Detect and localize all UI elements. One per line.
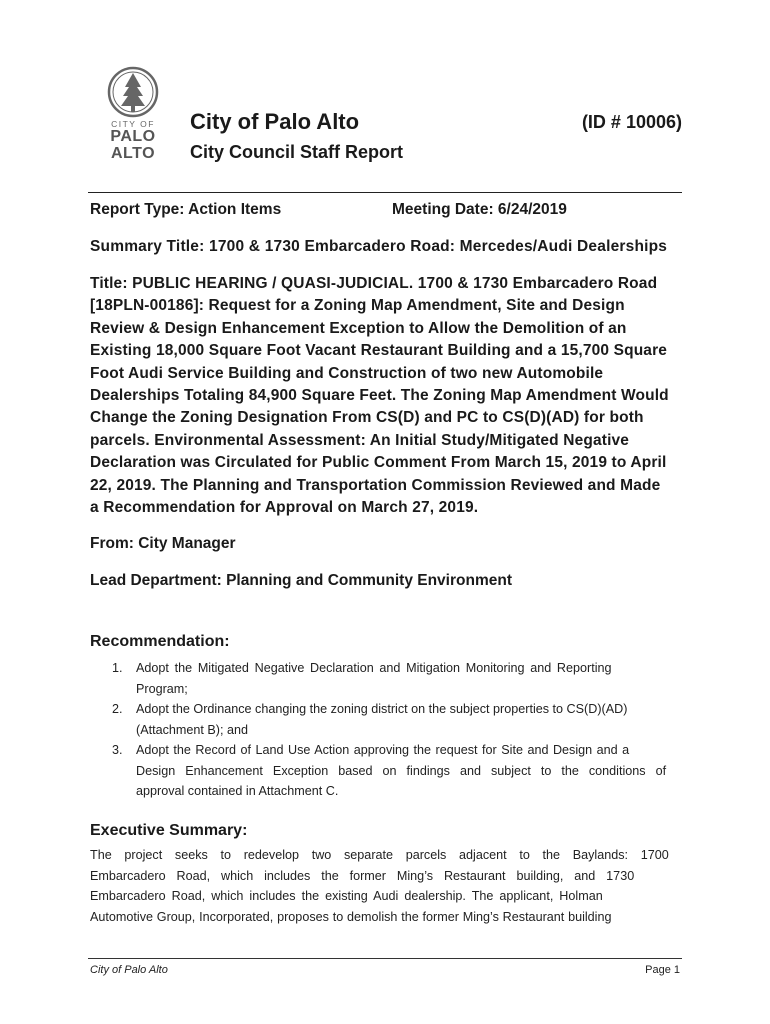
lead-department: Lead Department: Planning and Community Environment bbox=[90, 572, 512, 589]
header-divider bbox=[88, 192, 682, 193]
from-line: From: City Manager bbox=[90, 535, 236, 552]
recommendation-list bbox=[90, 658, 680, 802]
list-line: Design Enhancement Exception based on findings and subject to the conditions of bbox=[136, 763, 667, 778]
title-line: Dealerships Totaling 84,900 Square Feet. The Zoning Map Amendment Would bbox=[90, 387, 669, 405]
city-logo bbox=[104, 66, 164, 162]
title-line: Change the Zoning Designation From CS(D) and PC to CS(D)(AD) for both bbox=[90, 409, 644, 427]
list-line: Adopt the Ordinance changing the zoning district on the subject properties to CS(D)(AD) bbox=[136, 702, 628, 716]
page-number: Page 1 bbox=[645, 964, 680, 976]
footer-org: City of Palo Alto bbox=[90, 964, 168, 976]
paragraph-line: Automotive Group, Incorporated, proposes to demolish the former Ming’s Restaurant building bbox=[90, 910, 612, 925]
list-number: 1. bbox=[112, 661, 123, 675]
title-line: Foot Audi Service Building and Construction of two new Automobile bbox=[90, 364, 604, 382]
paragraph-line: Embarcadero Road, which includes the former Ming’s Restaurant building, and 1730 bbox=[90, 868, 635, 883]
logo-line-3: ALTO bbox=[110, 145, 156, 162]
list-line: Adopt the Mitigated Negative Declaration and Mitigation Monitoring and Reporting bbox=[136, 661, 612, 675]
list-number: 3. bbox=[112, 743, 123, 757]
executive-summary-heading: Executive Summary: bbox=[90, 822, 248, 839]
list-line: (Attachment B); and bbox=[136, 722, 248, 737]
title-line: Declaration was Circulated for Public Comment From March 15, 2019 to April bbox=[90, 454, 667, 472]
report-id: (ID # 10006) bbox=[581, 112, 682, 132]
footer-divider bbox=[88, 958, 682, 959]
page-subtitle: City Council Staff Report bbox=[190, 142, 404, 162]
report-title bbox=[90, 273, 690, 519]
list-line: Program; bbox=[136, 681, 188, 696]
paragraph-line: The project seeks to redevelop two separate parcels adjacent to the Baylands: 1700 bbox=[90, 848, 669, 862]
title-line: 22, 2019. The Planning and Transportation Commission Reviewed and Made bbox=[90, 476, 661, 494]
logo-line-1: CITY OF bbox=[111, 119, 155, 129]
list-item bbox=[90, 658, 680, 699]
summary-title: Summary Title: 1700 & 1730 Embarcadero Road: Mercedes/Audi Dealerships bbox=[90, 238, 668, 255]
list-line: Adopt the Record of Land Use Action approving the request for Site and Design and a bbox=[136, 743, 630, 757]
executive-summary-body bbox=[90, 845, 682, 928]
title-line: Existing 18,000 Square Foot Vacant Restaurant Building and a 15,700 Square bbox=[90, 342, 668, 360]
title-line: a Recommendation for Approval on March 27, 2019. bbox=[90, 499, 479, 517]
logo-line-2: PALO bbox=[110, 128, 156, 145]
recommendation-heading: Recommendation: bbox=[90, 633, 230, 650]
title-line: Review & Design Enhancement Exception to Allow the Demolition of an bbox=[90, 319, 627, 337]
title-line: Title: PUBLIC HEARING / QUASI-JUDICIAL. 1700 & 1730 Embarcadero Road bbox=[90, 275, 658, 292]
tree-seal-icon bbox=[106, 66, 160, 120]
list-line: approval contained in Attachment C. bbox=[136, 784, 339, 798]
page-title: City of Palo Alto bbox=[190, 109, 360, 134]
report-type: Report Type: Action Items bbox=[90, 201, 282, 218]
list-item bbox=[90, 699, 680, 740]
title-line: parcels. Environmental Assessment: An Initial Study/Mitigated Negative bbox=[90, 431, 630, 449]
meeting-date: Meeting Date: 6/24/2019 bbox=[392, 201, 567, 218]
list-number: 2. bbox=[112, 702, 123, 716]
list-item bbox=[90, 740, 680, 802]
paragraph-line: Embarcadero Road, which includes the existing Audi dealership. The applicant, Holman bbox=[90, 889, 603, 904]
title-line: [18PLN-00186]: Request for a Zoning Map Amendment, Site and Design bbox=[90, 297, 625, 315]
